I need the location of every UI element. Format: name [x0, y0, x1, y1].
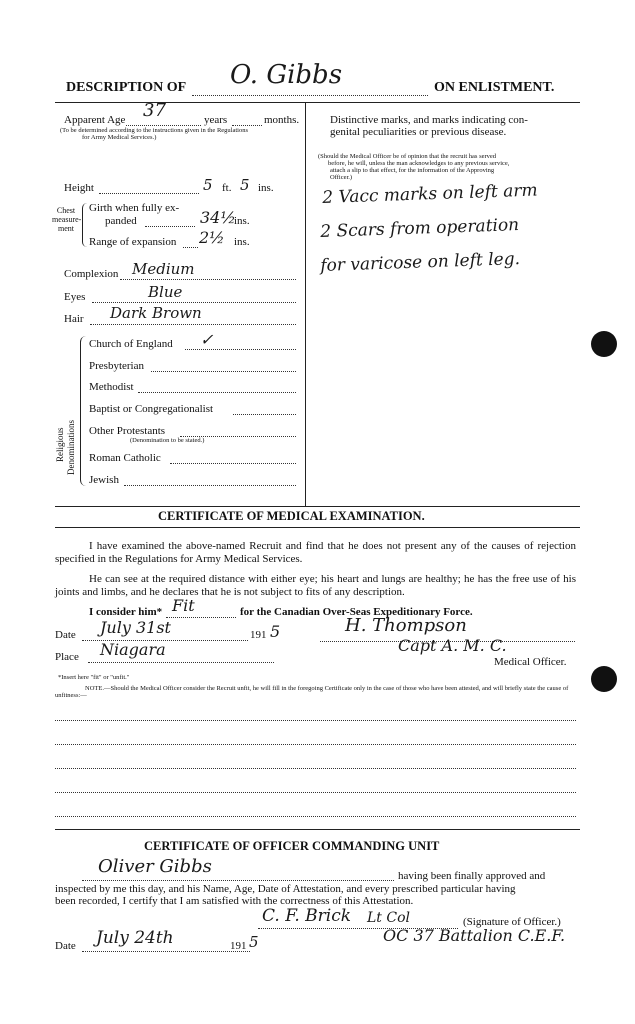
unfitness-line-3 [55, 768, 576, 769]
unfitness-line-5 [55, 816, 576, 817]
place-label: Place [55, 651, 79, 663]
form-title-left: DESCRIPTION OF [66, 80, 187, 95]
commanding-name-line [82, 880, 394, 881]
girth-value: 34½ [200, 208, 236, 227]
commanding-year-suffix: 5 [249, 933, 259, 951]
religion-methodist: Methodist [89, 381, 134, 393]
form-title-right: ON ENLISTMENT. [434, 80, 555, 95]
religion-roman-catholic: Roman Catholic [89, 452, 161, 464]
height-label: Height [64, 182, 94, 194]
medical-top-rule [55, 506, 580, 507]
commanding-date-line [82, 951, 250, 952]
medical-date-value: July 31st [100, 618, 171, 637]
commanding-text-1: having been finally approved and [398, 870, 546, 882]
fit-value: Fit [172, 596, 195, 615]
height-feet-value: 5 [203, 176, 213, 194]
name-dotted-line [192, 95, 428, 96]
consider-prefix: I consider him* [89, 606, 163, 618]
religion-other-protestants: Other Protestants [89, 425, 166, 437]
marks-line-2: 2 Scars from operation [320, 215, 520, 242]
commanding-unit: OC 37 Battalion C.E.F. [383, 926, 566, 945]
signature-of-officer-label: (Signature of Officer.) [463, 916, 561, 928]
age-line [126, 125, 201, 126]
medical-officer-label: Medical Officer. [494, 656, 567, 668]
medical-paragraph-1: I have examined the above-named Recruit and find that he does not present any of the causes of rejection specified in the Regulations for Army Medical Services. [55, 540, 576, 565]
religious-label-2: Denominations [66, 420, 76, 475]
religion-mark: ✓ [200, 330, 214, 349]
medical-officer-rank: Capt A. M. C. [398, 636, 507, 655]
unfitness-line-2 [55, 744, 576, 745]
complexion-value: Medium [132, 260, 195, 278]
punch-hole-bottom [591, 666, 617, 692]
religion-line-7 [124, 485, 296, 486]
apparent-age-label: Apparent Age [64, 114, 126, 126]
religion-church-of-england: Church of England [89, 338, 173, 350]
marks-line-3: for varicose on left leg. [320, 249, 521, 276]
commanding-year-prefix: 191 [230, 940, 247, 952]
marks-line-1: 2 Vacc marks on left arm [322, 180, 538, 208]
eyes-line [92, 302, 296, 303]
religion-brace [80, 336, 87, 486]
complexion-line [120, 279, 296, 280]
commanding-text-3: been recorded, I certify that I am satisfied with the correctness of this Attestation. [55, 895, 414, 907]
height-line [99, 193, 199, 194]
commanding-date-label: Date [55, 940, 76, 952]
girth-label-1: Girth when fully ex- [89, 202, 180, 214]
girth-line [145, 226, 195, 227]
hair-label: Hair [64, 313, 84, 325]
eyes-label: Eyes [64, 291, 86, 303]
commanding-certificate-title: CERTIFICATE OF OFFICER COMMANDING UNIT [144, 839, 440, 853]
commanding-recruit-name: Oliver Gibbs [98, 856, 212, 877]
recruit-name-handwritten: O. Gibbs [230, 60, 343, 90]
header-rule [55, 102, 580, 103]
commanding-text-2: inspected by me this day, and his Name, Age, Date of Attestation, and every prescribed particular having [55, 883, 516, 895]
medical-year-prefix: 191 [250, 629, 267, 641]
religion-jewish: Jewish [89, 474, 119, 486]
marks-note-3: attach a slip to that effect, for the information of the Approving [330, 167, 495, 174]
hair-value: Dark Brown [110, 304, 202, 322]
punch-hole-top [591, 331, 617, 357]
medical-certificate-title: CERTIFICATE OF MEDICAL EXAMINATION. [158, 509, 425, 523]
medical-title-rule [55, 527, 580, 528]
column-divider [305, 102, 306, 506]
religion-line-2 [151, 371, 296, 372]
range-label: Range of expansion [89, 236, 177, 248]
religion-presbyterian: Presbyterian [89, 360, 144, 372]
range-value: 2½ [199, 228, 225, 247]
range-unit: ins. [234, 236, 250, 248]
religion-line-4 [233, 414, 296, 415]
religion-line-1 [185, 349, 296, 350]
age-note-2: for Army Medical Services.) [82, 134, 157, 141]
religion-line-6 [170, 463, 296, 464]
months-label: months. [264, 114, 300, 126]
unfitness-line-1 [55, 720, 576, 721]
marks-note-4: Officer.) [330, 174, 353, 181]
medical-paragraph-2: He can see at the required distance with either eye; his heart and lungs are healthy; he has the free use of his joints and limbs, and he declares that he is not subject to fits of any description. [55, 573, 576, 598]
range-line [183, 247, 198, 248]
religious-label-1: Religious [55, 427, 65, 462]
medical-year-suffix: 5 [270, 622, 281, 641]
religion-line-3 [138, 392, 296, 393]
commanding-top-rule [55, 829, 580, 830]
fit-line [166, 617, 236, 618]
feet-label: ft. [222, 182, 232, 194]
denomination-note: (Denomination to be stated.) [130, 437, 205, 444]
age-note-1: (To be determined according to the instructions given in the Regulations [60, 127, 248, 134]
girth-label-2: panded [105, 215, 137, 227]
eyes-value: Blue [148, 283, 183, 301]
commanding-officer-signature: C. F. Brick [262, 906, 352, 926]
unfitness-line-4 [55, 792, 576, 793]
unfitness-note: NOTE.—Should the Medical Officer consider the Recruit unfit, he will fill in the foregoing Certificate only in the case of those who have been attested, and will briefly state the cause of unfitness:— [55, 685, 569, 699]
chest-brace [82, 203, 87, 247]
place-value: Niagara [100, 640, 166, 659]
marks-header-1: Distinctive marks, and marks indicating con- [330, 114, 528, 126]
marks-note-1: (Should the Medical Officer be of opinion that the recruit has served [318, 153, 497, 160]
apparent-age-value: 37 [143, 100, 166, 121]
insert-note: *Insert here "fit" or "unfit." [58, 674, 130, 681]
place-line [88, 662, 274, 663]
height-inches-value: 5 [240, 176, 250, 194]
girth-unit: ins. [234, 215, 250, 227]
commanding-officer-rank: Lt Col [367, 910, 410, 926]
years-label: years [204, 114, 228, 126]
consider-suffix: for the Canadian Over-Seas Expeditionary Force. [240, 606, 473, 618]
inches-label: ins. [258, 182, 274, 194]
marks-note-2: before, he will, unless the man acknowledges to any previous service, [328, 160, 510, 167]
marks-header-2: genital peculiarities or previous disease. [330, 126, 507, 138]
medical-officer-signature: H. Thompson [345, 615, 467, 636]
complexion-label: Complexion [64, 268, 119, 280]
months-line [232, 125, 262, 126]
commanding-date-value: July 24th [96, 928, 174, 948]
chest-measurement-label: Chest measure- ment [52, 206, 82, 233]
hair-line [90, 324, 296, 325]
religion-baptist: Baptist or Congregationalist [89, 403, 214, 415]
medical-date-label: Date [55, 629, 76, 641]
